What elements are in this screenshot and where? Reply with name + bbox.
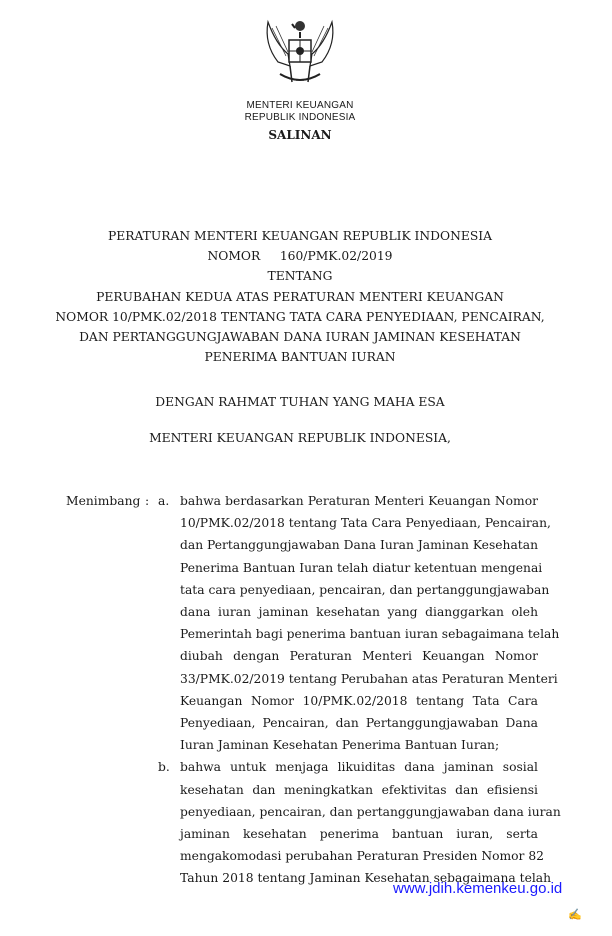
item-text-line: Tahun 2018 tentang Jaminan Kesehatan sebagaimana telah xyxy=(180,871,552,886)
item-text-line: Penerima Bantuan Iuran telah diatur ketentuan mengenai xyxy=(180,560,543,575)
item-marker: a. xyxy=(158,494,170,508)
item-marker: b. xyxy=(158,760,170,775)
item-text-line: tata cara penyediaan, pencairan, dan pertanggungjawaban xyxy=(180,582,550,597)
nomor-value: 160/PMK.02/2019 xyxy=(279,249,393,263)
item-text-line: jaminan kesehatan penerima bantuan iuran, serta xyxy=(180,827,538,841)
item-text-line: 10/PMK.02/2018 tentang Tata Cara Penyediaan, Pencairan, xyxy=(180,516,551,531)
initial-mark: ✍ xyxy=(568,908,582,921)
ministry-name: MENTERI KEUANGAN xyxy=(246,100,354,111)
subject-line: NOMOR 10/PMK.02/2018 TENTANG TATA CARA PENYEDIAAN, PENCAIRAN, xyxy=(55,310,545,324)
item-text-line: Keuangan Nomor 10/PMK.02/2018 tentang Tata Cara xyxy=(180,693,538,708)
invocation: DENGAN RAHMAT TUHAN YANG MAHA ESA xyxy=(155,395,445,409)
tentang-heading: TENTANG xyxy=(267,269,333,283)
issuer: MENTERI KEUANGAN REPUBLIK INDONESIA, xyxy=(149,431,451,445)
subject-line: PERUBAHAN KEDUA ATAS PERATURAN MENTERI KEUANGAN xyxy=(96,290,504,304)
item-text-line: bahwa untuk menjaga likuiditas dana jaminan sosial xyxy=(180,760,538,775)
item-text-line: dana iuran jaminan kesehatan yang dianggarkan oleh xyxy=(180,605,538,619)
item-text-line: dan Pertanggungjawaban Dana Iuran Jaminan Kesehatan xyxy=(180,538,538,553)
subject-line: PENERIMA BANTUAN IURAN xyxy=(204,350,396,364)
item-text-line: Iuran Jaminan Kesehatan Penerima Bantuan Iuran; xyxy=(180,738,500,753)
item-text-line: mengakomodasi perubahan Peraturan Presiden Nomor 82 xyxy=(180,849,544,864)
item-text-line: kesehatan dan meningkatkan efektivitas dan efisiensi xyxy=(180,782,538,797)
item-text-line: bahwa berdasarkan Peraturan Menteri Keuangan Nomor xyxy=(180,494,538,508)
garuda-emblem-icon xyxy=(262,14,338,94)
nomor-label: NOMOR xyxy=(207,249,261,263)
considering-label: Menimbang xyxy=(66,494,141,508)
item-text-line: Pemerintah bagi penerima bantuan iuran sebagaimana telah xyxy=(180,627,560,642)
country-name: REPUBLIK INDONESIA xyxy=(244,112,356,123)
subject-line: DAN PERTANGGUNGJAWABAN DANA IURAN JAMINAN KESEHATAN xyxy=(79,330,521,344)
regulation-number xyxy=(0,249,600,263)
considering-colon: : xyxy=(145,494,150,508)
item-text-line: penyediaan, pencairan, dan pertanggungjawaban dana iuran xyxy=(180,804,561,819)
copy-stamp: SALINAN xyxy=(268,128,332,142)
item-text-line: Penyediaan, Pencairan, dan Pertanggungjawaban Dana xyxy=(180,716,538,730)
item-text-line: 33/PMK.02/2019 tentang Perubahan atas Peraturan Menteri xyxy=(180,671,558,686)
regulation-title: PERATURAN MENTERI KEUANGAN REPUBLIK INDONESIA xyxy=(107,229,493,243)
footer-url-link[interactable]: www.jdih.kemenkeu.go.id xyxy=(393,880,563,897)
item-text-line: diubah dengan Peraturan Menteri Keuangan Nomor xyxy=(180,649,538,664)
